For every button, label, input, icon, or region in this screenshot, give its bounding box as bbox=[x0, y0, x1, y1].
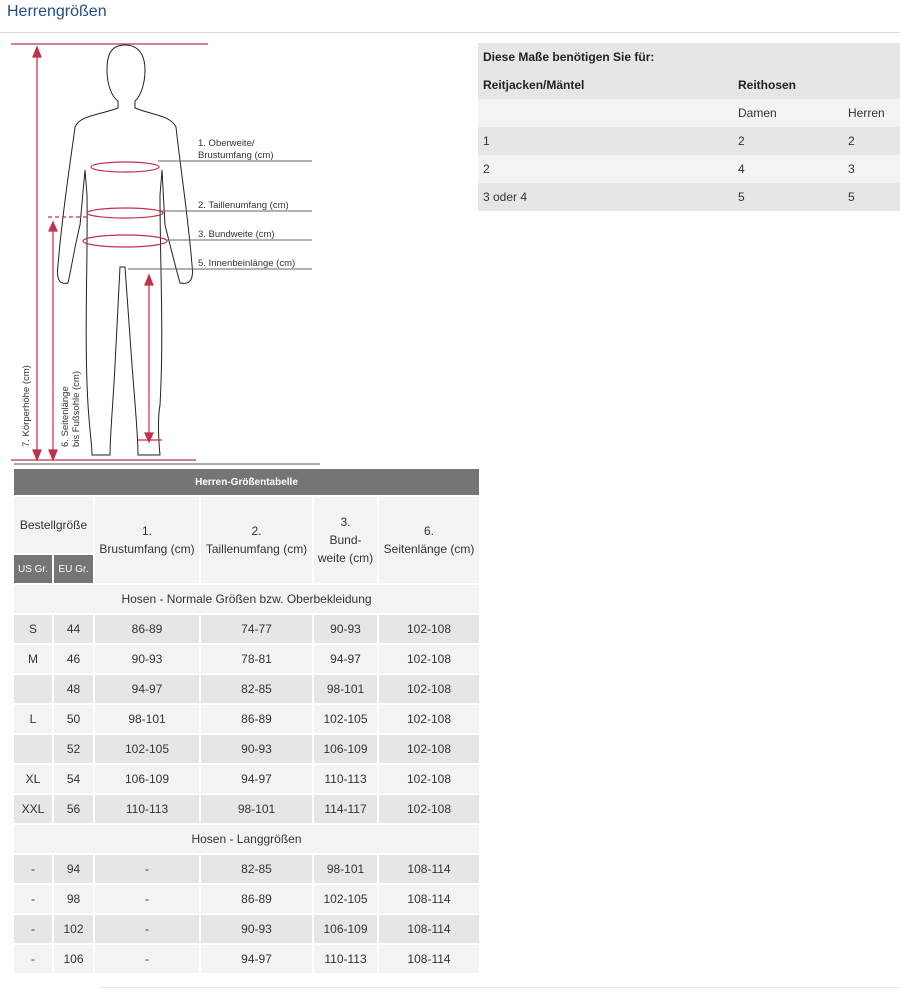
header-chest: 1. Brustumfang (cm) bbox=[95, 497, 199, 583]
col-jackets: Reitjacken/Mäntel bbox=[483, 78, 585, 92]
table-cell: - bbox=[95, 945, 199, 973]
table-cell: 86-89 bbox=[201, 885, 312, 913]
table-cell: 106 bbox=[54, 945, 93, 973]
table-cell: 54 bbox=[54, 765, 93, 793]
size-table-caption: Herren-Größentabelle bbox=[14, 469, 479, 495]
section-header: Hosen - Langgrößen bbox=[14, 825, 479, 853]
table-cell: 82-85 bbox=[201, 855, 312, 883]
table-cell: 90-93 bbox=[314, 615, 377, 643]
table-cell: - bbox=[95, 885, 199, 913]
table-cell: 98 bbox=[54, 885, 93, 913]
table-cell: XXL bbox=[14, 795, 52, 823]
table-cell: 90-93 bbox=[95, 645, 199, 673]
measures-table bbox=[478, 43, 900, 211]
table-row bbox=[14, 735, 479, 763]
us-size-header: US Gr. bbox=[14, 555, 52, 583]
table-cell: 102-108 bbox=[379, 675, 479, 703]
table-cell: 114-117 bbox=[314, 795, 377, 823]
table-cell: - bbox=[14, 945, 52, 973]
table-cell: 94-97 bbox=[95, 675, 199, 703]
measures-title: Diese Maße benötigen Sie für: bbox=[483, 50, 655, 64]
table-cell: 46 bbox=[54, 645, 93, 673]
table-cell: 52 bbox=[54, 735, 93, 763]
table-cell: S bbox=[14, 615, 52, 643]
label-height: 7. Körperhöhe (cm) bbox=[21, 365, 32, 447]
table-cell: 108-114 bbox=[379, 945, 479, 973]
table-row bbox=[14, 795, 479, 823]
col-breeches: Reithosen bbox=[738, 78, 797, 92]
table-cell: 108-114 bbox=[379, 855, 479, 883]
table-row bbox=[14, 615, 479, 643]
table-row bbox=[14, 675, 479, 703]
table-cell: 98-101 bbox=[314, 675, 377, 703]
header-waistband: 3. Bund- weite (cm) bbox=[314, 497, 377, 583]
table-cell: 94-97 bbox=[201, 765, 312, 793]
label-side-length: 6. Seitenlänge bbox=[60, 386, 71, 447]
header-waist: 2. Taillenumfang (cm) bbox=[201, 497, 312, 583]
table-cell: 102-108 bbox=[379, 735, 479, 763]
table-cell: 106-109 bbox=[314, 915, 377, 943]
table-cell: 78-81 bbox=[201, 645, 312, 673]
size-table bbox=[12, 467, 481, 975]
table-cell: 102-108 bbox=[379, 645, 479, 673]
table-cell: 102-108 bbox=[379, 795, 479, 823]
table-cell: 108-114 bbox=[379, 885, 479, 913]
table-cell: 94-97 bbox=[314, 645, 377, 673]
table-cell: 106-109 bbox=[95, 765, 199, 793]
col-men: Herren bbox=[848, 106, 885, 120]
table-row bbox=[14, 705, 479, 733]
table-cell: 86-89 bbox=[95, 615, 199, 643]
table-row: 1 2 2 bbox=[478, 127, 900, 155]
table-cell: - bbox=[14, 885, 52, 913]
table-cell: 110-113 bbox=[95, 795, 199, 823]
table-cell: 108-114 bbox=[379, 915, 479, 943]
table-cell: 110-113 bbox=[314, 765, 377, 793]
table-cell: - bbox=[14, 855, 52, 883]
table-cell bbox=[14, 735, 52, 763]
table-cell: 48 bbox=[54, 675, 93, 703]
table-cell: 102-108 bbox=[379, 615, 479, 643]
table-cell: - bbox=[95, 915, 199, 943]
table-row bbox=[14, 855, 479, 883]
table-cell: 44 bbox=[54, 615, 93, 643]
col-women: Damen bbox=[738, 106, 777, 120]
table-cell: 102-108 bbox=[379, 705, 479, 733]
table-row bbox=[14, 885, 479, 913]
label-waist: 2. Taillenumfang (cm) bbox=[198, 200, 289, 211]
table-cell: 98-101 bbox=[314, 855, 377, 883]
table-cell: 74-77 bbox=[201, 615, 312, 643]
table-cell: 90-93 bbox=[201, 735, 312, 763]
table-cell: 98-101 bbox=[201, 795, 312, 823]
table-cell: 102-108 bbox=[379, 765, 479, 793]
table-cell: M bbox=[14, 645, 52, 673]
table-row bbox=[14, 945, 479, 973]
body-measurement-figure bbox=[0, 35, 320, 467]
label-chest: 1. Oberweite/ bbox=[198, 138, 255, 149]
table-cell: 50 bbox=[54, 705, 93, 733]
eu-size-header: EU Gr. bbox=[54, 555, 93, 583]
table-cell: 106-109 bbox=[314, 735, 377, 763]
order-size-header: Bestellgröße bbox=[14, 497, 93, 553]
table-cell: 82-85 bbox=[201, 675, 312, 703]
section-header: Hosen - Normale Größen bzw. Oberbekleidung bbox=[14, 585, 479, 613]
table-cell bbox=[14, 675, 52, 703]
table-row bbox=[14, 915, 479, 943]
page-title: Herrengrößen bbox=[7, 3, 107, 20]
table-cell: 86-89 bbox=[201, 705, 312, 733]
table-cell: 102-105 bbox=[95, 735, 199, 763]
label-inseam: 5. Innenbeinlänge (cm) bbox=[198, 258, 296, 269]
table-cell: 56 bbox=[54, 795, 93, 823]
table-cell: 90-93 bbox=[201, 915, 312, 943]
table-cell: 102-105 bbox=[314, 885, 377, 913]
divider bbox=[100, 987, 900, 988]
table-row: 2 4 3 bbox=[478, 155, 900, 183]
table-cell: 102-105 bbox=[314, 705, 377, 733]
table-cell: 94 bbox=[54, 855, 93, 883]
table-cell: 110-113 bbox=[314, 945, 377, 973]
label-side-length-2: bis Fußsohle (cm) bbox=[71, 370, 82, 447]
table-cell: XL bbox=[14, 765, 52, 793]
header-side-length: 6. Seitenlänge (cm) bbox=[379, 497, 479, 583]
table-row bbox=[14, 765, 479, 793]
table-cell: 94-97 bbox=[201, 945, 312, 973]
table-cell: 98-101 bbox=[95, 705, 199, 733]
label-chest-2: Brustumfang (cm) bbox=[198, 150, 274, 161]
table-cell: L bbox=[14, 705, 52, 733]
table-cell: 102 bbox=[54, 915, 93, 943]
table-row: 3 oder 4 5 5 bbox=[478, 183, 900, 211]
divider bbox=[0, 32, 900, 33]
label-waistband: 3. Bundweite (cm) bbox=[198, 229, 275, 240]
table-row bbox=[14, 645, 479, 673]
table-cell: - bbox=[95, 855, 199, 883]
table-cell: - bbox=[14, 915, 52, 943]
